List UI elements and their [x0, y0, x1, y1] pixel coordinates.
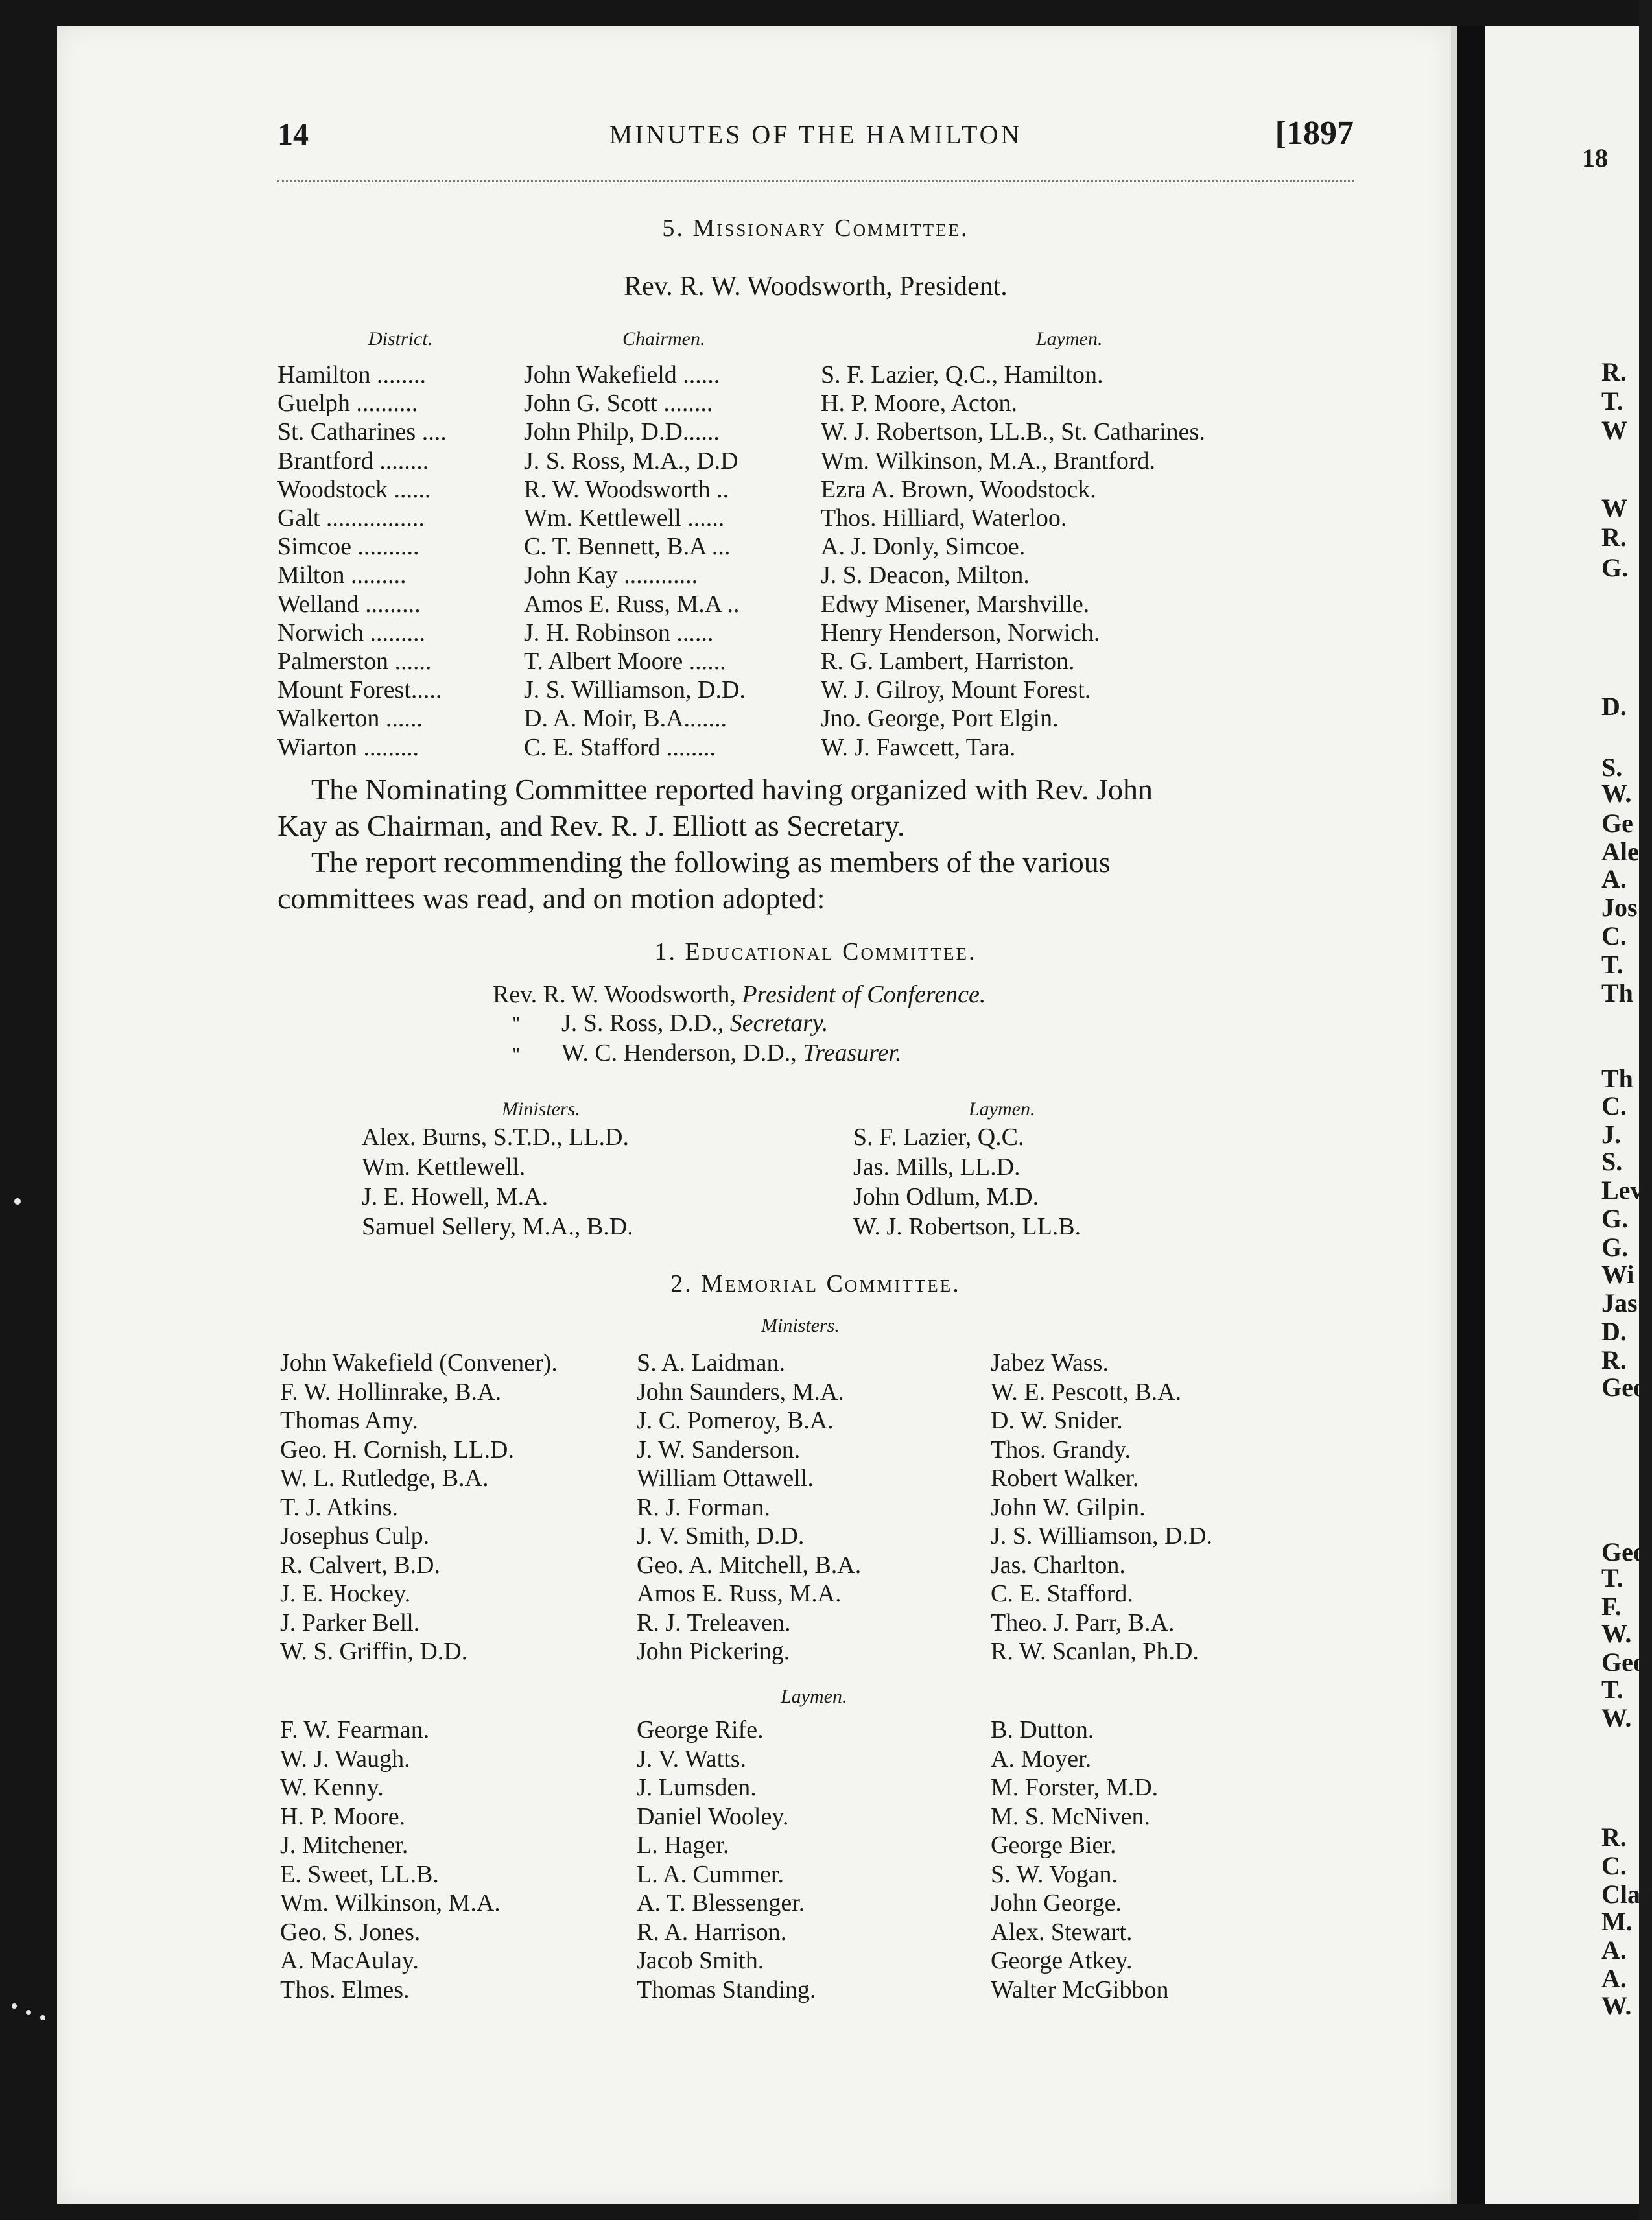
minister-name: J. W. Sanderson.	[637, 1435, 801, 1463]
missionary-president: Rev. R. W. Woodsworth, President.	[624, 272, 1008, 301]
header-year: [1897	[1275, 115, 1354, 152]
facing-page-text: C.	[1601, 1851, 1627, 1880]
facing-page-text: R.	[1601, 523, 1627, 552]
minister-name: J. E. Hockey.	[280, 1580, 411, 1607]
minister-name: J. C. Pomeroy, B.A.	[637, 1407, 834, 1434]
facing-page-text: R.	[1601, 1345, 1627, 1375]
officer-role: Treasurer.	[803, 1039, 902, 1067]
officer-role: Secretary.	[729, 1010, 829, 1037]
book-gutter	[1457, 26, 1485, 2204]
district-layman: Ezra A. Brown, Woodstock.	[821, 475, 1096, 503]
facing-page-text: J.	[1601, 1120, 1621, 1149]
district-chairman: Amos E. Russ, M.A ..	[524, 590, 740, 618]
district-name: Norwich .........	[277, 619, 425, 646]
layman-name: George Rife.	[637, 1716, 764, 1743]
district-name: St. Catharines ....	[277, 418, 447, 446]
district-row	[277, 504, 1354, 532]
facing-page-text: 18	[1582, 143, 1608, 172]
layman-name: Jacob Smith.	[637, 1947, 764, 1974]
minister-name: J. E. Howell, M.A.	[362, 1183, 549, 1210]
officer-name: J. S. Ross, D.D.,	[561, 1010, 724, 1037]
district-name: Welland .........	[277, 590, 421, 618]
minister-name: Josephus Culp.	[280, 1522, 430, 1550]
header-rule	[277, 180, 1354, 182]
facing-page-text: G.	[1601, 1204, 1629, 1233]
facing-page-text: F.	[1601, 1592, 1622, 1621]
minister-name: J. V. Smith, D.D.	[637, 1522, 805, 1550]
minister-name: C. E. Stafford.	[991, 1580, 1133, 1607]
paragraph-line: committees was read, and on motion adopted:	[277, 882, 825, 915]
district-layman: A. J. Donly, Simcoe.	[821, 533, 1026, 561]
paragraph-line: The report recommending the following as members of the various	[311, 845, 1111, 879]
layman-name: A. MacAulay.	[280, 1947, 419, 1974]
officer-role: President of Conference.	[742, 981, 986, 1008]
district-chairman: C. T. Bennett, B.A ...	[524, 533, 731, 561]
page-number: 14	[277, 117, 309, 152]
layman-name: Thos. Elmes.	[280, 1976, 410, 2003]
district-layman: W. J. Robertson, LL.B., St. Catharines.	[821, 418, 1205, 446]
district-chairman: J. S. Williamson, D.D.	[524, 676, 746, 704]
column-header-district: District.	[368, 328, 433, 349]
educational-committee-title: 1. Educational Committee.	[654, 938, 977, 965]
minister-name: R. W. Scanlan, Ph.D.	[991, 1638, 1199, 1665]
minister-name: Robert Walker.	[991, 1465, 1139, 1492]
ditto-mark: "	[512, 1044, 521, 1065]
layman-name: J. Lumsden.	[637, 1774, 757, 1801]
minister-name: S. A. Laidman.	[637, 1349, 786, 1376]
layman-name: Walter McGibbon	[991, 1976, 1169, 2003]
layman-name: J. V. Watts.	[637, 1745, 747, 1773]
facing-page-text: G.	[1601, 553, 1629, 582]
layman-name: S. F. Lazier, Q.C.	[853, 1124, 1024, 1151]
district-row	[277, 619, 1354, 647]
district-layman: H. P. Moore, Acton.	[821, 390, 1017, 418]
layman-name: M. S. McNiven.	[991, 1802, 1150, 1830]
district-layman: S. F. Lazier, Q.C., Hamilton.	[821, 361, 1103, 388]
district-name: Simcoe ..........	[277, 533, 419, 561]
minister-name: Thos. Grandy.	[991, 1435, 1131, 1463]
minister-name: Geo. A. Mitchell, B.A.	[637, 1551, 862, 1579]
facing-page-text: Jos	[1601, 893, 1638, 922]
facing-page-text: Wi	[1601, 1260, 1634, 1289]
district-row	[277, 590, 1354, 619]
district-chairman: C. E. Stafford ........	[524, 733, 716, 761]
facing-page-text: C.	[1601, 1091, 1627, 1120]
layman-name: Daniel Wooley.	[637, 1802, 789, 1830]
facing-page-text: T.	[1601, 386, 1623, 416]
minister-name: J. Parker Bell.	[280, 1609, 420, 1636]
district-chairman: John Philp, D.D......	[524, 418, 720, 446]
district-layman: Edwy Misener, Marshville.	[821, 590, 1090, 618]
minister-name: Amos E. Russ, M.A.	[637, 1580, 842, 1607]
district-chairman: Wm. Kettlewell ......	[524, 504, 725, 532]
district-chairman: D. A. Moir, B.A.......	[524, 705, 727, 733]
facing-page-text: W.	[1601, 1619, 1632, 1648]
officer-treasurer	[561, 1039, 902, 1067]
minister-name: T. J. Atkins.	[280, 1493, 398, 1521]
facing-page-text: W.	[1601, 1703, 1632, 1732]
facing-page-text: Th	[1601, 978, 1633, 1008]
nominating-paragraph	[277, 772, 1354, 917]
layman-name: H. P. Moore.	[280, 1802, 406, 1830]
layman-name: E. Sweet, LL.B.	[280, 1860, 439, 1888]
minister-name: John Pickering.	[637, 1638, 790, 1665]
district-name: Hamilton ........	[277, 361, 427, 388]
facing-page-text: A.	[1601, 1964, 1627, 1993]
layman-name: Jas. Mills, LL.D.	[853, 1153, 1021, 1181]
minister-name: Jabez Wass.	[991, 1349, 1109, 1376]
facing-page-text: S.	[1601, 1147, 1623, 1176]
facing-page-text: T.	[1601, 1675, 1623, 1704]
minister-name: D. W. Snider.	[991, 1407, 1123, 1434]
district-row	[277, 418, 1354, 446]
minister-name: R. J. Treleaven.	[637, 1609, 791, 1636]
facing-page-text: D.	[1601, 692, 1627, 721]
district-name: Wiarton .........	[277, 733, 419, 761]
district-row	[277, 676, 1354, 704]
minister-name: Geo. H. Cornish, LL.D.	[280, 1435, 514, 1463]
district-chairman: John Wakefield ......	[524, 361, 720, 388]
district-row	[277, 389, 1354, 418]
facing-page-text: A.	[1601, 1935, 1627, 1965]
minister-name: John Wakefield (Convener).	[280, 1349, 558, 1376]
layman-name: S. W. Vogan.	[991, 1860, 1118, 1888]
district-chairman: J. S. Ross, M.A., D.D	[524, 447, 738, 475]
officer-president	[493, 980, 985, 1009]
facing-page-text: A.	[1601, 864, 1627, 893]
district-row	[277, 360, 1354, 389]
district-row	[277, 532, 1354, 561]
facing-page-text: D.	[1601, 1317, 1627, 1346]
minister-name: W. E. Pescott, B.A.	[991, 1378, 1182, 1406]
minister-name: John W. Gilpin.	[991, 1493, 1146, 1521]
facing-page-text: C.	[1601, 921, 1627, 951]
scan-speck	[26, 2010, 31, 2015]
layman-name: Geo. S. Jones.	[280, 1918, 421, 1946]
layman-name: W. J. Waugh.	[280, 1745, 410, 1773]
layman-name: A. T. Blessenger.	[637, 1889, 805, 1917]
officer-name: Rev. R. W. Woodsworth,	[493, 981, 736, 1008]
facing-page-text: Clar	[1601, 1880, 1652, 1909]
facing-page-text: T.	[1601, 1563, 1623, 1592]
minister-name: Theo. J. Parr, B.A.	[991, 1609, 1175, 1636]
district-name: Brantford ........	[277, 447, 429, 475]
layman-name: J. Mitchener.	[280, 1832, 408, 1859]
minister-name: Samuel Sellery, M.A., B.D.	[362, 1213, 633, 1240]
minister-name: J. S. Williamson, D.D.	[991, 1522, 1212, 1550]
layman-name: B. Dutton.	[991, 1716, 1094, 1743]
district-name: Woodstock ......	[277, 475, 431, 503]
facing-page-text: W.	[1601, 779, 1632, 808]
layman-name: John George.	[991, 1889, 1122, 1917]
facing-page-text: Geo	[1601, 1537, 1646, 1566]
district-layman: Jno. George, Port Elgin.	[821, 705, 1059, 733]
scan-speck	[14, 1198, 21, 1205]
district-layman: W. J. Gilroy, Mount Forest.	[821, 676, 1091, 704]
minister-name: Jas. Charlton.	[991, 1551, 1126, 1579]
facing-page-text: W.	[1601, 1991, 1632, 2020]
paragraph-line: The Nominating Committee reported having organized with Rev. John	[311, 773, 1153, 806]
district-layman: Thos. Hilliard, Waterloo.	[821, 504, 1067, 532]
facing-page-text: Th	[1601, 1064, 1633, 1093]
layman-name: M. Forster, M.D.	[991, 1774, 1159, 1801]
facing-page-text: S.	[1601, 753, 1623, 782]
column-header-laymen: Laymen.	[969, 1098, 1035, 1120]
facing-page-text: R.	[1601, 1823, 1627, 1852]
minister-name: W. L. Rutledge, B.A.	[280, 1465, 489, 1492]
minister-name: William Ottawell.	[637, 1465, 814, 1492]
minister-name: Alex. Burns, S.T.D., LL.D.	[362, 1124, 629, 1151]
facing-page-text: Ge	[1601, 809, 1633, 838]
district-layman: J. S. Deacon, Milton.	[821, 561, 1030, 589]
district-chairman: R. W. Woodsworth ..	[524, 475, 729, 503]
district-name: Galt ................	[277, 504, 425, 532]
district-name: Walkerton ......	[277, 705, 423, 733]
district-row	[277, 647, 1354, 676]
minister-name: John Saunders, M.A.	[637, 1378, 844, 1406]
layman-name: L. A. Cummer.	[637, 1860, 784, 1888]
facing-page-text: W	[1601, 416, 1627, 445]
district-name: Guelph ..........	[277, 390, 418, 418]
scan-speck	[12, 2003, 17, 2009]
layman-name: A. Moyer.	[991, 1745, 1092, 1773]
scan-speck	[40, 2015, 45, 2020]
district-row	[277, 475, 1354, 504]
district-row	[277, 447, 1354, 475]
layman-name: Thomas Standing.	[637, 1976, 816, 2003]
district-chairman: John Kay ............	[524, 561, 698, 589]
ditto-mark: "	[512, 1013, 521, 1034]
district-layman: W. J. Fawcett, Tara.	[821, 733, 1016, 761]
memorial-committee-title: 2. Memorial Committee.	[670, 1270, 961, 1297]
minister-name: F. W. Hollinrake, B.A.	[280, 1378, 502, 1406]
facing-page-text: Geo	[1601, 1647, 1646, 1677]
minister-name: R. Calvert, B.D.	[280, 1551, 440, 1579]
district-row	[277, 561, 1354, 589]
layman-name: W. Kenny.	[280, 1774, 384, 1801]
column-header-ministers: Ministers.	[502, 1098, 580, 1120]
district-name: Mount Forest.....	[277, 676, 442, 704]
district-name: Milton .........	[277, 561, 407, 589]
facing-page-text: M.	[1601, 1907, 1633, 1936]
district-layman: R. G. Lambert, Harriston.	[821, 648, 1075, 675]
facing-page-text: R.	[1601, 357, 1627, 386]
facing-page-fragment	[1485, 26, 1652, 2204]
district-chairman: John G. Scott ........	[524, 390, 713, 418]
layman-name: Wm. Wilkinson, M.A.	[280, 1889, 501, 1917]
column-header-laymen: Laymen.	[781, 1686, 847, 1707]
district-name: Palmerston ......	[277, 648, 432, 675]
layman-name: L. Hager.	[637, 1832, 729, 1859]
facing-page-text: W	[1601, 493, 1627, 523]
layman-name: W. J. Robertson, LL.B.	[853, 1213, 1081, 1240]
layman-name: Alex. Stewart.	[991, 1918, 1133, 1946]
district-chairman: T. Albert Moore ......	[524, 648, 726, 675]
facing-page-text: Lev	[1601, 1175, 1644, 1205]
facing-page-text: Jas	[1601, 1288, 1638, 1317]
layman-name: George Bier.	[991, 1832, 1116, 1859]
layman-name: R. A. Harrison.	[637, 1918, 787, 1946]
officer-secretary	[561, 1009, 828, 1037]
minister-name: Thomas Amy.	[280, 1407, 418, 1434]
facing-page-text: T.	[1601, 950, 1623, 979]
running-title: MINUTES OF THE HAMILTON	[609, 120, 1022, 149]
column-header-laymen: Laymen.	[1036, 328, 1103, 349]
district-layman: Wm. Wilkinson, M.A., Brantford.	[821, 447, 1156, 475]
layman-name: George Atkey.	[991, 1947, 1133, 1974]
minister-name: R. J. Forman.	[637, 1493, 770, 1521]
district-chairman: J. H. Robinson ......	[524, 619, 714, 646]
district-layman: Henry Henderson, Norwich.	[821, 619, 1100, 646]
paragraph-line: Kay as Chairman, and Rev. R. J. Elliott as Secretary.	[277, 809, 905, 842]
running-header	[277, 117, 1354, 162]
district-row	[277, 704, 1354, 733]
district-row	[277, 733, 1354, 762]
officer-name: W. C. Henderson, D.D.,	[561, 1039, 797, 1067]
page-edge	[1451, 26, 1457, 2204]
layman-name: John Odlum, M.D.	[853, 1183, 1039, 1210]
facing-page-text: Ale	[1601, 837, 1639, 866]
missionary-committee-title: 5. Missionary Committee.	[662, 215, 969, 242]
layman-name: F. W. Fearman.	[280, 1716, 430, 1743]
column-header-chairmen: Chairmen.	[622, 328, 705, 349]
minister-name: W. S. Griffin, D.D.	[280, 1638, 468, 1665]
column-header-ministers: Ministers.	[761, 1315, 840, 1336]
facing-page-text: G.	[1601, 1233, 1629, 1262]
minister-name: Wm. Kettlewell.	[362, 1153, 526, 1181]
facing-page-text: Geo	[1601, 1373, 1646, 1402]
